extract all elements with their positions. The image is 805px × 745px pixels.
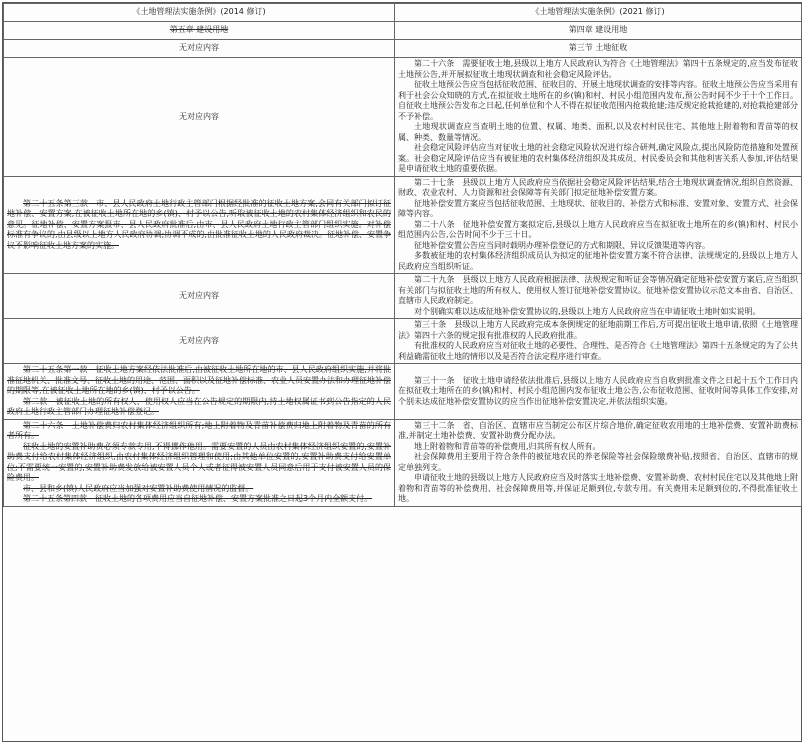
repealed-article-text: 第二十六条 土地补偿费归农村集体经济组织所有;地上附着物及青苗补偿费归地上附着物及青苗的所有者所有。 — [7, 420, 391, 440]
right-article-cell — [395, 419, 802, 506]
article-row — [4, 58, 802, 177]
right-article-text: 征地补偿安置方案应当包括征收范围、土地现状、征收目的、补偿方式和标准、安置对象、安置方式、社会保障等内容。 — [398, 198, 798, 218]
left-article-cell — [4, 364, 395, 420]
right-article-text: 社会保障费用主要用于符合条件的被征地农民的养老保险等社会保险缴费补贴,按照省、自治区、直辖市的规定单独列支。 — [398, 452, 798, 472]
right-article-cell — [395, 364, 802, 420]
article-row — [4, 419, 802, 506]
header-row — [4, 4, 802, 22]
left-article-cell — [4, 419, 395, 506]
right-article-text: 申请征收土地的县级以上地方人民政府应当及时落实土地补偿费、安置补助费、农村村民住宅以及其他地上附着物和青苗等的补偿费用、社会保障费用等,并保证足额到位,专款专用。有关费用未足额到位的,不得批准征收土地。 — [398, 473, 798, 503]
repealed-article-text: 征收土地的安置补助费必须专款专用,不得挪作他用。需要安置的人员由农村集体经济组织安置的,安置补助费支付给农村集体经济组织,由农村集体经济组织管理和使用;由其他单位安置的,安置补助费支付给安置单位;不需要统一安置的,安置补助费发放给被安置人员个人或者征得被安置人员同意后用于支付被安置人员的保险费用。 — [7, 441, 391, 482]
right-article-text: 征收土地预公告应当包括征收范围、征收目的、开展土地现状调查的安排等内容。征收土地预公告应当采用有利于社会公众知晓的方式,在拟征收土地所在的乡(镇)和村、村民小组范围内发布,预公告时间不少于十个工作日。自征收土地预公告发布之日起,任何单位和个人不得在拟征收范围内抢栽抢建;违反规定抢栽抢建的,对抢栽抢建部分不予补偿。 — [398, 80, 798, 121]
left-chapter-title: 第五章 建设用地 — [4, 22, 395, 40]
left-section-cell: 无对应内容 — [4, 40, 395, 58]
article-row — [4, 364, 802, 420]
chapter-row — [4, 22, 802, 40]
article-row — [4, 176, 802, 274]
section-row — [4, 40, 802, 58]
left-article-cell — [4, 58, 395, 177]
left-article-text: 无对应内容 — [179, 111, 219, 121]
right-article-text: 第三十二条 省、自治区、直辖市应当制定公布区片综合地价,确定征收农用地的土地补偿费、安置补助费标准,并制定土地补偿费、安置补助费分配办法。 — [398, 420, 798, 440]
left-column-title: 《土地管理法实施条例》(2014 修订) — [4, 4, 395, 22]
comparison-page — [2, 2, 802, 742]
right-article-text: 第二十八条 征地补偿安置方案拟定后,县级以上地方人民政府应当在拟征收土地所在的乡(镇)和村、村民小组范围内公告,公告时间不少于三十日。 — [398, 219, 798, 239]
right-article-text: 第三十一条 征收土地申请经依法批准后,县级以上地方人民政府应当自收到批准文件之日起十五个工作日内在拟征收土地所在的乡(镇)和村、村民小组范围内发布征收土地公告,公布征收范围、征收时间等具体工作安排,对个别未达成征地补偿安置协议的应当作出征地补偿安置决定,并依法组织实施。 — [398, 375, 798, 406]
right-article-text: 征地补偿安置公告应当同时载明办理补偿登记的方式和期限、异议反馈渠道等内容。 — [414, 240, 710, 250]
right-article-text: 第二十九条 县级以上地方人民政府根据法律、法规规定和听证会等情况确定征地补偿安置方案后,应当组织有关部门与拟征收土地的所有权人、使用权人签订征地补偿安置协议。征地补偿安置协议示范文本由省、自治区、直辖市人民政府制定。 — [398, 275, 798, 305]
left-article-text: 无对应内容 — [179, 290, 219, 300]
right-section-title: 第三节 土地征收 — [395, 40, 802, 58]
right-article-cell — [395, 176, 802, 274]
right-article-cell — [395, 319, 802, 364]
right-article-text: 第二十七条 县级以上地方人民政府应当依据社会稳定风险评估结果,结合土地现状调查情况,组织自然资源、财政、农业农村、人力资源和社会保障等有关部门拟定征地补偿安置方案。 — [398, 177, 798, 197]
repealed-article-text: 第二款 被征收土地的所有权人、使用权人应当在公告规定的期限内,持土地权属证书到公告指定的人民政府土地行政主管部门办理征地补偿登记。 — [7, 396, 391, 416]
left-article-text: 无对应内容 — [179, 335, 219, 345]
right-article-text: 地上附着物和青苗等的补偿费用,归其所有权人所有。 — [414, 441, 601, 451]
right-article-text: 土地现状调查应当查明土地的位置、权属、地类、面积,以及农村村民住宅、其他地上附着物和青苗等的权属、种类、数量等情况。 — [398, 122, 798, 142]
right-article-text: 第二十六条 需要征收土地,县级以上地方人民政府认为符合《土地管理法》第四十五条规定的,应当发布征收土地预公告,并开展拟征收土地现状调查和社会稳定风险评估。 — [398, 59, 798, 79]
right-article-text: 对个别确实难以达成征地补偿安置协议的,县级以上地方人民政府应当在申请征收土地时如实说明。 — [414, 306, 761, 316]
comparison-table — [3, 3, 802, 507]
left-article-cell — [4, 274, 395, 319]
right-article-cell — [395, 58, 802, 177]
article-rows — [4, 58, 802, 507]
repealed-article-text: 市、县和乡(镇)人民政府应当加强对安置补助费使用情况的监督。 — [23, 483, 254, 493]
right-article-text: 社会稳定风险评估应当对征收土地的社会稳定风险状况进行综合研判,确定风险点,提出风险防范措施和处置预案。社会稳定风险评估应当有被征地的农村集体经济组织及其成员、村民委员会和其他利害关系人参加,评估结果是申请征收土地的重要依据。 — [398, 143, 798, 173]
repealed-article-text: 第二十五条第一款 征收土地方案经依法批准后,由被征收土地所在地的市、县人民政府组织实施,并将批准征地机关、批准文号、征收土地的用途、范围、面积以及征地补偿标准、农业人员安置办法和办理征地补偿的期限等,在被征收土地所在地的乡(镇)、村予以公告。 — [7, 365, 391, 395]
right-chapter-title: 第四章 建设用地 — [395, 22, 802, 40]
right-article-text: 多数被征地的农村集体经济组织成员认为拟定的征地补偿安置方案不符合法律、法规规定的,县级以上地方人民政府应当组织听证。 — [398, 251, 798, 271]
left-article-cell — [4, 319, 395, 364]
right-article-cell — [395, 274, 802, 319]
article-row — [4, 274, 802, 319]
right-article-text: 第三十条 县级以上地方人民政府完成本条例规定的征地前期工作后,方可提出征收土地申请,依照《土地管理法》第四十六条的规定报有批准权的人民政府批准。 — [398, 320, 798, 340]
repealed-article-text: 第二十五条第三款 市、县人民政府土地行政主管部门根据经批准的征收土地方案,会同有关部门拟订征地补偿、安置方案,在被征收土地所在地的乡(镇)、村予以公告,听取被征收土地的农村集体经济组织和农民的意见。征地补偿、安置方案报市、县人民政府批准后,由市、县人民政府土地行政主管部门组织实施。对补偿标准有争议的,由县级以上地方人民政府协调;协调不成的,由批准征收土地的人民政府裁决。征地补偿、安置争议不影响征收土地方案的实施。 — [7, 198, 391, 250]
article-row — [4, 319, 802, 364]
repealed-article-text: 第二十五条第四款 征收土地的各项费用应当自征地补偿、安置方案批准之日起3个月内全额支付。 — [23, 494, 373, 503]
left-article-cell — [4, 176, 395, 274]
right-article-text: 有批准权的人民政府应当对征收土地的必要性、合理性、是否符合《土地管理法》第四十五条规定的为了公共利益确需征收土地的情形以及是否符合法定程序进行审查。 — [398, 341, 798, 361]
right-column-title: 《土地管理法实施条例》(2021 修订) — [395, 4, 802, 22]
